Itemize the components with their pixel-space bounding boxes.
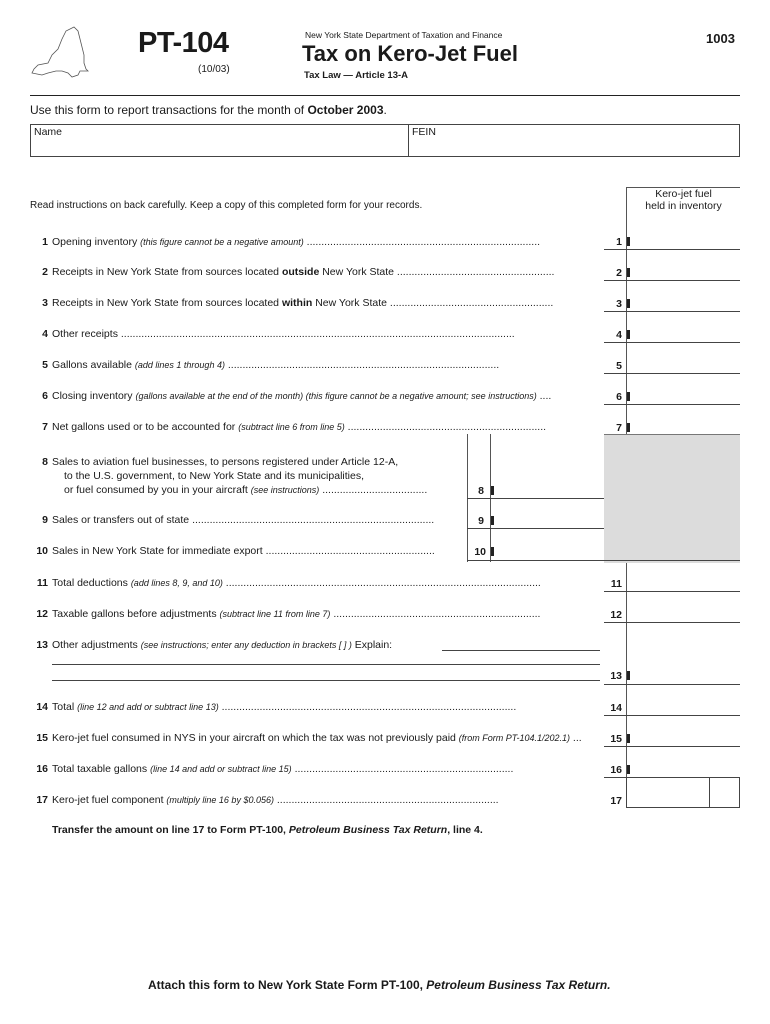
line-15-marker xyxy=(627,734,630,743)
line-7-number: 7 xyxy=(42,421,48,433)
line-3-marker xyxy=(627,299,630,308)
line-16-marker xyxy=(627,765,630,774)
line-10-label: Sales in New York State for immediate export .......................................................... xyxy=(52,545,435,557)
line-9-number: 9 xyxy=(42,514,48,526)
name-fein-box xyxy=(30,124,740,157)
tax-law-reference: Tax Law — Article 13-A xyxy=(304,70,409,81)
fein-field[interactable] xyxy=(412,126,436,138)
reporting-month: October 2003 xyxy=(307,103,384,117)
line-15-number: 15 xyxy=(36,732,48,744)
line-9-box-number: 9 xyxy=(478,515,484,527)
form-revision: (10/03) xyxy=(198,64,230,75)
line-8-box-number: 8 xyxy=(478,485,484,497)
line-8-input[interactable] xyxy=(467,498,604,499)
line-6-label: Closing inventory (gallons available at the end of the month) (this figure cannot be a negative amount; see instructions) .... xyxy=(52,390,552,402)
line-6-box-number: 6 xyxy=(616,391,622,403)
line-13-explain-input-3[interactable] xyxy=(52,680,600,681)
fein-label: FEIN xyxy=(412,126,436,138)
line-8-label-a: Sales to aviation fuel businesses, to persons registered under Article 12-A, xyxy=(52,456,399,468)
line-1-marker xyxy=(627,237,630,246)
line-14-box-number: 14 xyxy=(610,702,622,714)
line-13-input[interactable] xyxy=(604,684,740,685)
line-17-number: 17 xyxy=(36,794,48,806)
instructions-note: Read instructions on back carefully. Keep a copy of this completed form for your records. xyxy=(30,200,423,211)
line-14-number: 14 xyxy=(36,701,48,713)
line-2-number: 2 xyxy=(42,266,48,278)
line-3-label: Receipts in New York State from sources located within New York State ........................................................ xyxy=(52,297,554,309)
line-13-marker xyxy=(627,671,630,680)
attach-note: Attach this form to New York State Form PT-100, Petroleum Business Tax Return. xyxy=(148,978,611,992)
reporting-period-text: Use this form to report transactions for the month of October 2003. xyxy=(30,103,387,117)
line-4-marker xyxy=(627,330,630,339)
line-10-marker xyxy=(491,547,494,556)
line-7-marker xyxy=(627,423,630,432)
line-11-box-number: 11 xyxy=(610,578,622,590)
line-13-explain-input-2[interactable] xyxy=(52,664,600,665)
line-17-cents-divider xyxy=(709,777,710,808)
line-15-input[interactable] xyxy=(604,746,740,747)
line-1-box-number: 1 xyxy=(616,236,622,248)
form-code: 1003 xyxy=(706,31,735,46)
shaded-area xyxy=(604,434,740,563)
line-11-label: Total deductions (add lines 8, 9, and 10) ............................................................................................................ xyxy=(52,577,541,589)
line-3-number: 3 xyxy=(42,297,48,309)
line-2-label: Receipts in New York State from sources located outside New York State ...................................................... xyxy=(52,266,555,278)
line-17-box-number: 17 xyxy=(610,795,622,807)
line-13-label: Other adjustments (see instructions; enter any deduction in brackets [ ] ) Explain: xyxy=(52,639,393,651)
line-2-box-number: 2 xyxy=(616,267,622,279)
line-8-number: 8 xyxy=(42,456,48,468)
line-5-box-number: 5 xyxy=(616,360,622,372)
name-field[interactable] xyxy=(34,126,62,138)
line-6-number: 6 xyxy=(42,390,48,402)
line-15-box-number: 15 xyxy=(610,733,622,745)
line-4-input[interactable] xyxy=(604,342,740,343)
line-10-number: 10 xyxy=(36,545,48,557)
line-8-label-c: or fuel consumed by you in your aircraft (see instructions) .................................... xyxy=(64,484,428,496)
line-9-input[interactable] xyxy=(467,528,604,529)
line-1-label: Opening inventory (this figure cannot be a negative amount) ................................................................................ xyxy=(52,236,541,248)
line-10-box-number: 10 xyxy=(474,546,486,558)
line-12-number: 12 xyxy=(36,608,48,620)
shaded-area-bottom-rule xyxy=(604,560,740,561)
line-6-input[interactable] xyxy=(604,404,740,405)
line-17-label: Kero-jet fuel component (multiply line 16 by $0.056) ............................................................................ xyxy=(52,794,499,806)
transfer-note: Transfer the amount on line 17 to Form PT-100, Petroleum Business Tax Return, line 4. xyxy=(52,824,483,836)
line-8-marker xyxy=(491,486,494,495)
line-11-number: 11 xyxy=(36,577,48,589)
line-4-label: Other receipts ....................................................................................................................................... xyxy=(52,328,515,340)
line-10-input[interactable] xyxy=(467,560,604,561)
name-fein-divider xyxy=(408,124,409,156)
line-5-input[interactable] xyxy=(604,373,740,374)
new-york-state-outline-icon xyxy=(28,25,90,80)
line-15-label: Kero-jet fuel consumed in NYS in your aircraft on which the tax was not previously paid (from Form PT-104.1/202.1) ... xyxy=(52,732,582,744)
line-7-label: Net gallons used or to be accounted for (subtract line 6 from line 5) .................................................................... xyxy=(52,421,547,433)
department-name: New York State Department of Taxation and Finance xyxy=(305,30,503,40)
column-header: Kero-jet fuel held in inventory xyxy=(626,187,740,218)
line-2-input[interactable] xyxy=(604,280,740,281)
line-8-label-b: to the U.S. government, to New York State and its municipalities, xyxy=(64,470,364,482)
line-9-label: Sales or transfers out of state ................................................................................... xyxy=(52,514,435,526)
line-5-label: Gallons available (add lines 1 through 4) ............................................................................................. xyxy=(52,359,500,371)
line-1-input[interactable] xyxy=(604,249,740,250)
line-9-marker xyxy=(491,516,494,525)
line-4-number: 4 xyxy=(42,328,48,340)
header-divider xyxy=(30,95,740,96)
line-12-input[interactable] xyxy=(604,622,740,623)
name-label: Name xyxy=(34,126,63,138)
form-number: PT-104 xyxy=(138,27,229,59)
line-16-box-number: 16 xyxy=(610,764,622,776)
line-7-box-number: 7 xyxy=(616,422,622,434)
line-3-box-number: 3 xyxy=(616,298,622,310)
line-16-label: Total taxable gallons (line 14 and add or subtract line 15) ........................................................................... xyxy=(52,763,514,775)
line-13-box-number: 13 xyxy=(610,670,622,682)
line-6-marker xyxy=(627,392,630,401)
line-3-input[interactable] xyxy=(604,311,740,312)
line-12-label: Taxable gallons before adjustments (subtract line 11 from line 7) ....................................................................... xyxy=(52,608,541,620)
form-title: Tax on Kero-Jet Fuel xyxy=(302,41,518,66)
line-14-label: Total (line 12 and add or subtract line 13) ..................................................................................................... xyxy=(52,701,517,713)
line-13-number: 13 xyxy=(36,639,48,651)
line-12-box-number: 12 xyxy=(610,609,622,621)
line-4-box-number: 4 xyxy=(616,329,622,341)
line-1-number: 1 xyxy=(42,236,48,248)
line-13-explain-input-1[interactable] xyxy=(442,650,600,651)
line-11-input[interactable] xyxy=(604,591,740,592)
line-2-marker xyxy=(627,268,630,277)
line-14-input[interactable] xyxy=(604,715,740,716)
line-17-input[interactable] xyxy=(626,777,740,808)
line-16-number: 16 xyxy=(36,763,48,775)
line-5-number: 5 xyxy=(42,359,48,371)
